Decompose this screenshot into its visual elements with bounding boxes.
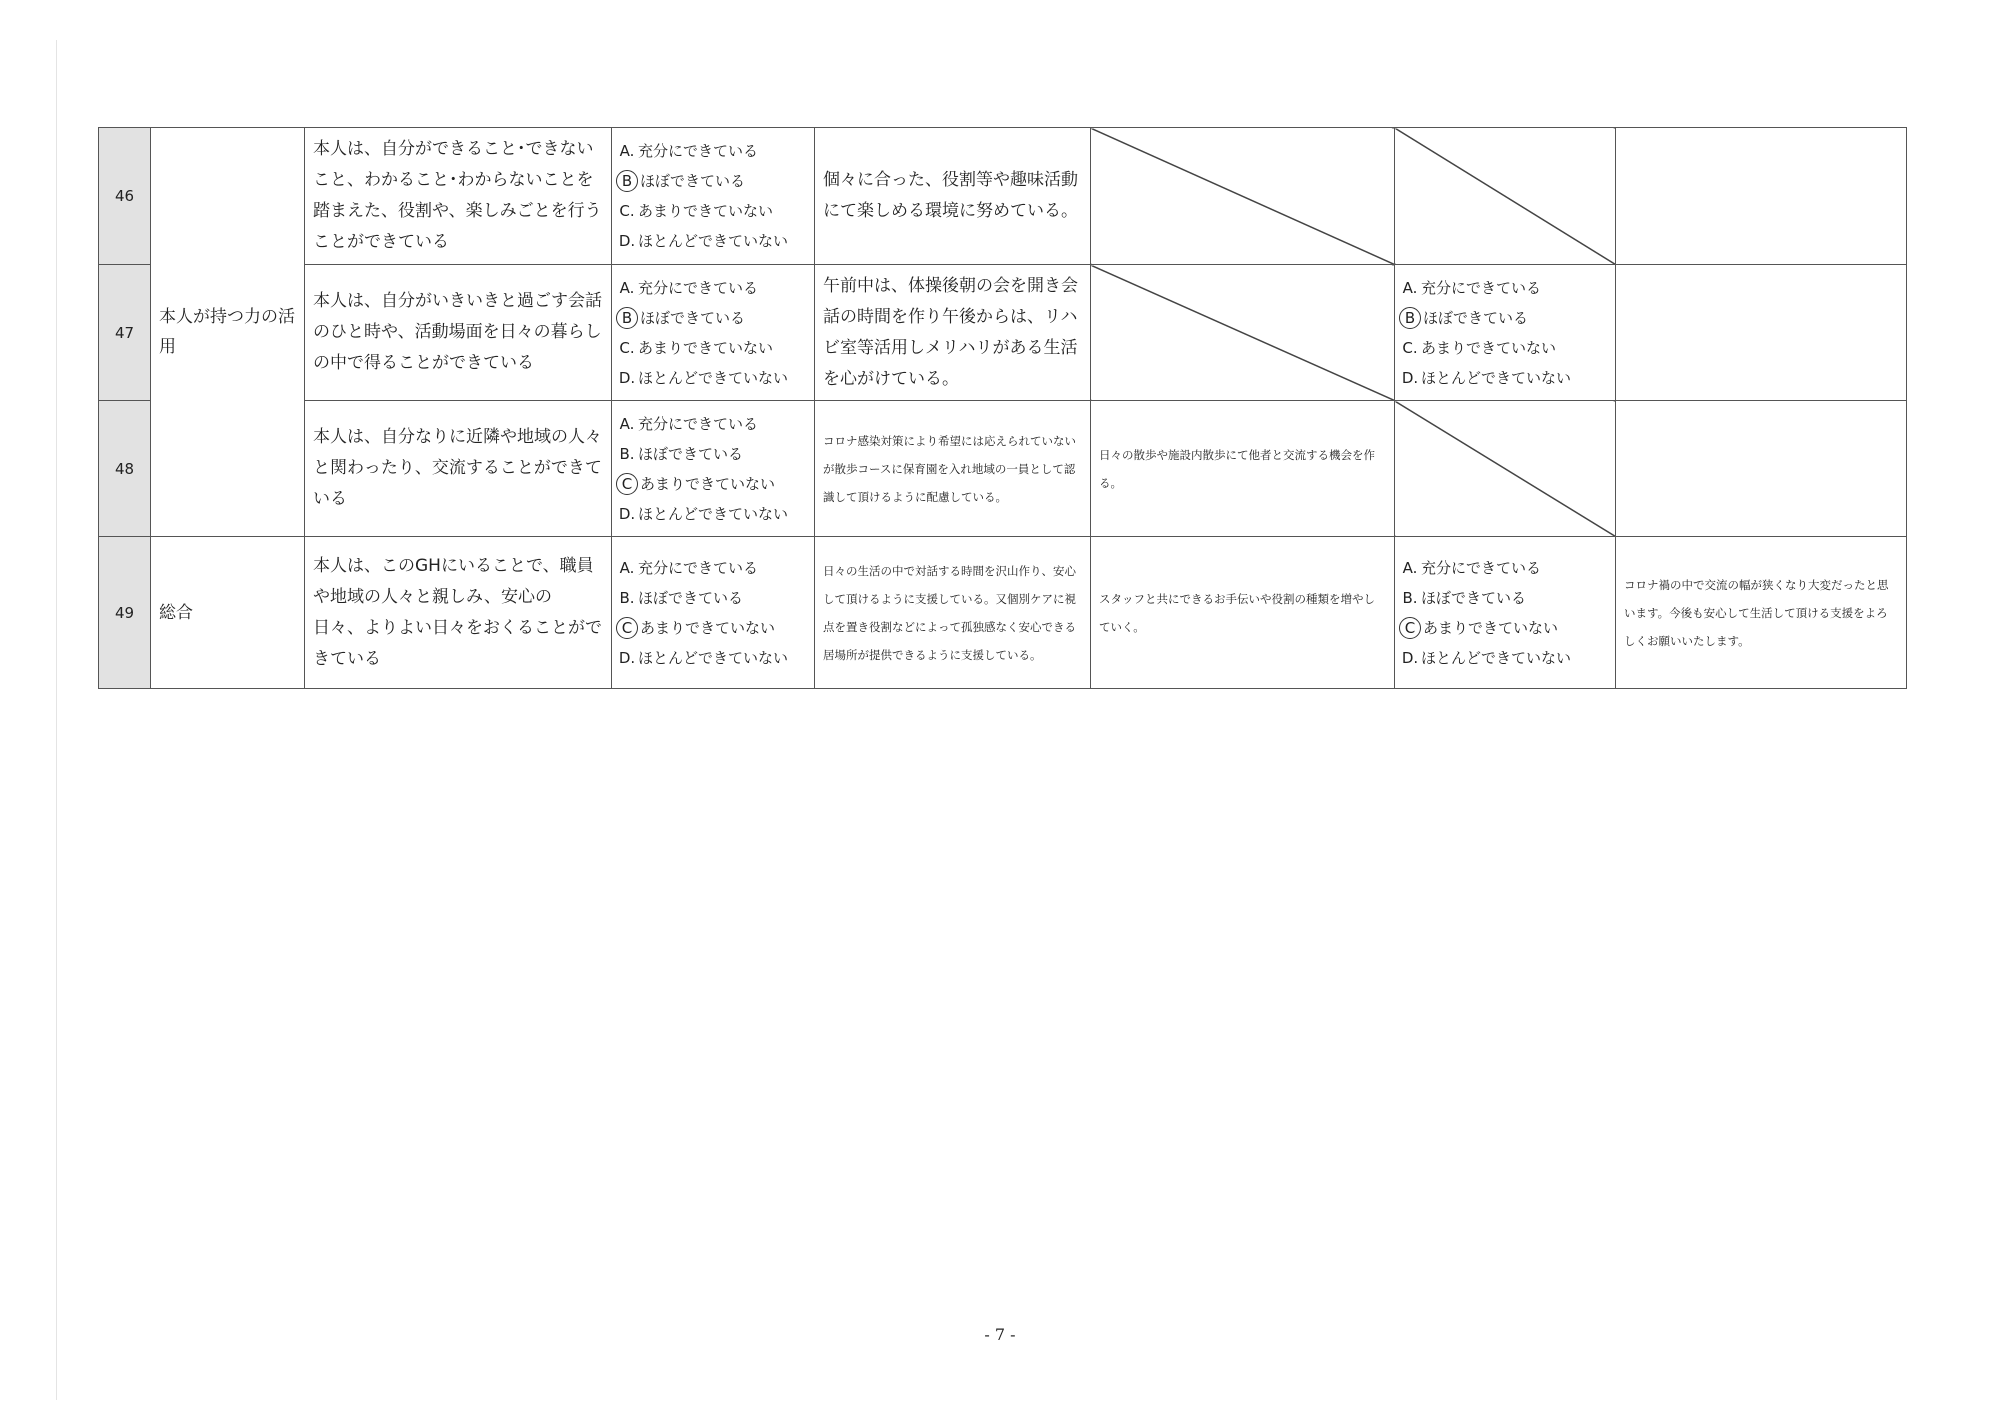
option-d: [1403, 363, 1607, 393]
option-label: あまりできていない: [640, 618, 776, 637]
option-label: あまりできていない: [640, 474, 776, 493]
table-row: [99, 128, 1907, 265]
option-b: [1403, 583, 1607, 613]
option-label: 充分にできている: [638, 142, 759, 160]
option-letter: A .: [1399, 273, 1421, 303]
item-text: 本人は、自分がいきいきと過ごす会話のひと時や、活動場面を日々の暮らしの中で得ることができている: [305, 265, 612, 401]
selected-option-circle: C: [616, 617, 638, 639]
self-evaluation: [612, 265, 815, 401]
slashed-empty-cell: [1091, 128, 1395, 265]
family-comment: [1616, 265, 1907, 401]
category-cell: 本人が持つ力の活用: [151, 128, 305, 537]
option-label: ほぼできている: [1421, 588, 1527, 607]
option-letter: C .: [1399, 333, 1421, 363]
slashed-empty-cell: [1395, 401, 1616, 537]
option-label: ほぼできている: [640, 172, 746, 190]
practice-comment: 午前中は、体操後朝の会を開き会話の時間を作り午後からは、リハビ室等活用しメリハリがある生活を心がけている。: [815, 265, 1091, 401]
self-evaluation: [612, 401, 815, 537]
option-label: ほとんどできていない: [638, 648, 789, 667]
option-label: ほとんどできていない: [638, 368, 789, 387]
item-text: 本人は、自分なりに近隣や地域の人々と関わったり、交流することができている: [305, 401, 612, 537]
option-letter: D .: [616, 363, 638, 393]
selected-option-circle: C: [616, 473, 638, 495]
table-row: [99, 537, 1907, 689]
option-letter: D .: [1399, 363, 1421, 393]
option-label: あまりできていない: [638, 202, 774, 220]
option-label: 充分にできている: [638, 558, 759, 577]
option-label: 充分にできている: [1421, 558, 1542, 577]
option-letter: D .: [616, 643, 638, 673]
option-c: [1403, 333, 1607, 363]
option-letter: C .: [616, 196, 638, 226]
option-letter: D .: [616, 499, 638, 529]
option-label: あまりできていない: [1423, 618, 1559, 637]
option-label: あまりできていない: [638, 338, 774, 357]
option-c-selected: [620, 469, 806, 499]
option-letter: D .: [616, 226, 638, 256]
option-label: 充分にできている: [638, 278, 759, 297]
selected-option-circle: B: [616, 307, 638, 329]
option-c-selected: [620, 613, 806, 643]
option-d: [620, 226, 806, 256]
item-text: 本人は、このGHにいることで、職員や地域の人々と親しみ、安心の日々、よりよい日々をおくることができている: [305, 537, 612, 689]
option-a: [620, 409, 806, 439]
page-number: - 7 -: [984, 1325, 1016, 1344]
option-label: ほぼできている: [638, 588, 744, 607]
selected-option-circle: B: [616, 170, 638, 192]
option-letter: C .: [616, 333, 638, 363]
option-letter: A .: [616, 136, 638, 166]
item-number: 47: [99, 265, 151, 401]
table-row: [99, 265, 1907, 401]
option-d: [620, 363, 806, 393]
option-letter: B .: [616, 439, 638, 469]
option-label: ほとんどできていない: [638, 232, 789, 250]
option-label: 充分にできている: [638, 414, 759, 433]
practice-comment: 個々に合った、役割等や趣味活動にて楽しめる環境に努めている。: [815, 128, 1091, 265]
option-b: [620, 439, 806, 469]
family-comment: [1616, 401, 1907, 537]
family-comment: コロナ禍の中で交流の幅が狭くなり大変だったと思います。今後も安心して生活して頂ける支援をよろしくお願いいたします。: [1616, 537, 1907, 689]
slashed-empty-cell: [1395, 128, 1616, 265]
option-letter: A .: [616, 409, 638, 439]
next-step-comment: スタッフと共にできるお手伝いや役割の種類を増やしていく。: [1091, 537, 1395, 689]
option-d: [620, 643, 806, 673]
option-letter: D .: [1399, 643, 1421, 673]
category-cell: 総合: [151, 537, 305, 689]
option-b-selected: [620, 303, 806, 333]
option-label: 充分にできている: [1421, 278, 1542, 297]
family-comment: [1616, 128, 1907, 265]
option-c-selected: [1403, 613, 1607, 643]
slashed-empty-cell: [1091, 265, 1395, 401]
self-evaluation: [612, 128, 815, 265]
item-number: 48: [99, 401, 151, 537]
option-c: [620, 196, 806, 226]
option-label: ほとんどできていない: [1421, 368, 1572, 387]
option-c: [620, 333, 806, 363]
option-d: [620, 499, 806, 529]
option-label: ほぼできている: [1423, 308, 1529, 327]
option-label: ほぼできている: [638, 444, 744, 463]
option-a: [620, 273, 806, 303]
item-number: 49: [99, 537, 151, 689]
table-row: [99, 401, 1907, 537]
self-evaluation: [612, 537, 815, 689]
option-b-selected: [1403, 303, 1607, 333]
selected-option-circle: C: [1399, 617, 1421, 639]
selected-option-circle: B: [1399, 307, 1421, 329]
option-letter: A .: [616, 273, 638, 303]
option-b-selected: [620, 166, 806, 196]
option-b: [620, 583, 806, 613]
practice-comment: 日々の生活の中で対話する時間を沢山作り、安心して頂けるように支援している。又個別ケアに視点を置き役割などによって孤独感なく安心できる居場所が提供できるように支援している。: [815, 537, 1091, 689]
evaluation-table: [98, 127, 1907, 689]
option-a: [620, 553, 806, 583]
option-label: ほとんどできていない: [638, 504, 789, 523]
family-evaluation: [1395, 537, 1616, 689]
family-evaluation: [1395, 265, 1616, 401]
option-letter: B .: [616, 583, 638, 613]
option-letter: B .: [1399, 583, 1421, 613]
option-a: [1403, 553, 1607, 583]
option-label: ほとんどできていない: [1421, 648, 1572, 667]
practice-comment: コロナ感染対策により希望には応えられていないが散歩コースに保育園を入れ地域の一員として認識して頂けるように配慮している。: [815, 401, 1091, 537]
option-d: [1403, 643, 1607, 673]
option-a: [1403, 273, 1607, 303]
page-margin-line: [56, 40, 57, 1400]
next-step-comment: 日々の散歩や施設内散歩にて他者と交流する機会を作る。: [1091, 401, 1395, 537]
option-letter: A .: [616, 553, 638, 583]
item-number: 46: [99, 128, 151, 265]
option-label: あまりできていない: [1421, 338, 1557, 357]
option-a: [620, 136, 806, 166]
item-text: 本人は、自分ができること･できないこと、わかること･わからないことを踏まえた、役割や、楽しみごとを行うことができている: [305, 128, 612, 265]
option-letter: A .: [1399, 553, 1421, 583]
option-label: ほぼできている: [640, 308, 746, 327]
